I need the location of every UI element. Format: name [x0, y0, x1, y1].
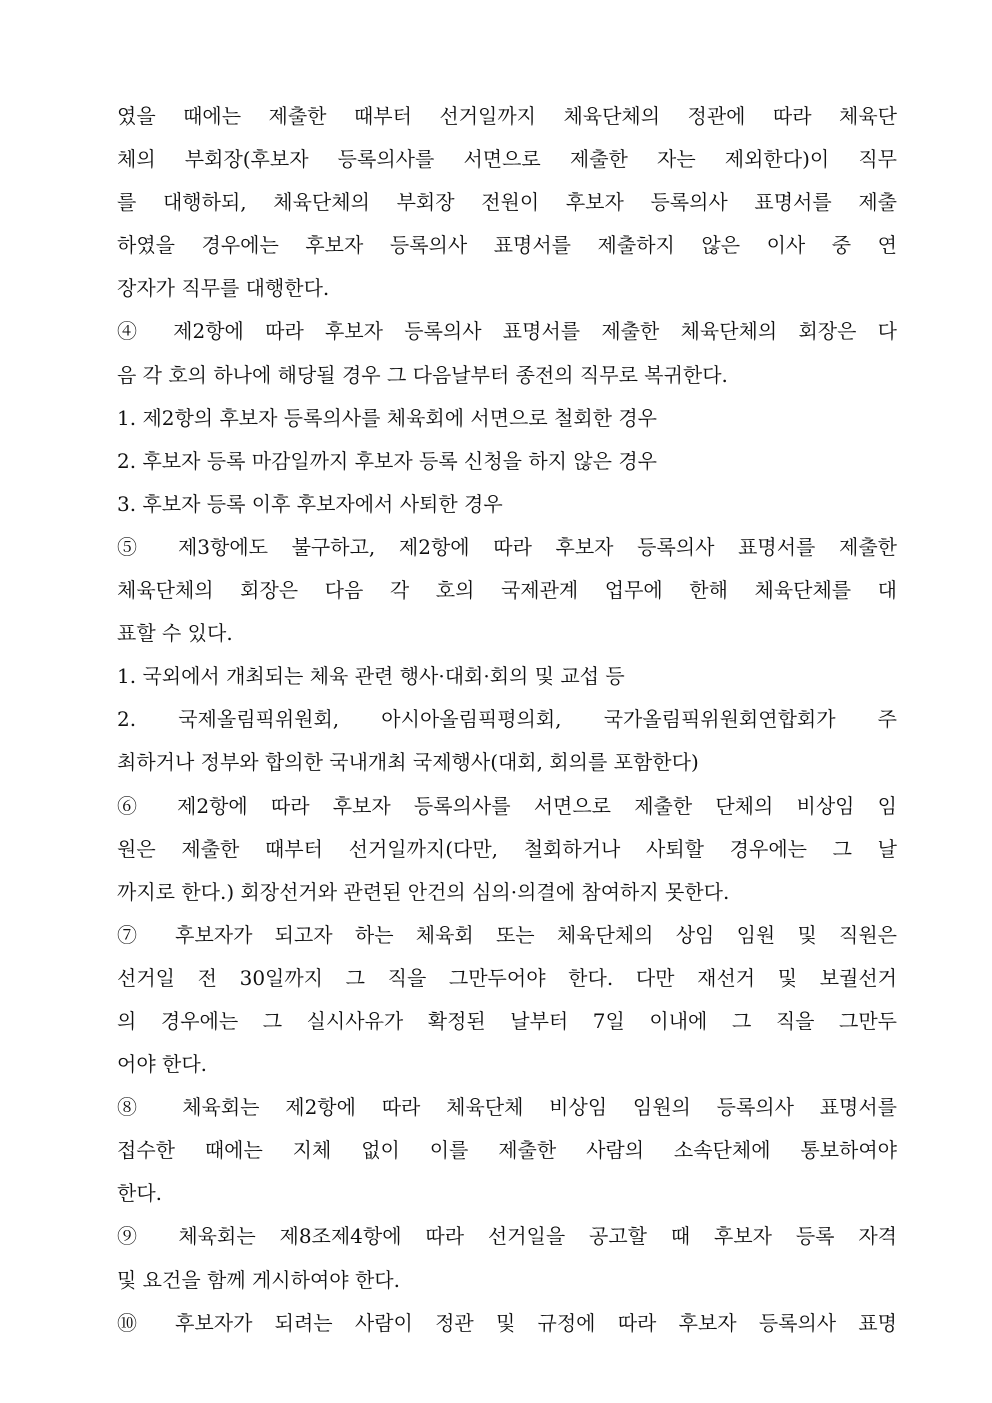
text-line: 3. 후보자 등록 이후 후보자에서 사퇴한 경우 — [117, 491, 503, 516]
text-line: ④ 제2항에 따라 후보자 등록의사 표명서를 제출한 체육단체의 회장은 다 — [117, 319, 897, 344]
text-line: ⑧ 체육회는 제2항에 따라 체육단체 비상임 임원의 등록의사 표명서를 — [117, 1095, 897, 1120]
text-line: 까지로 한다.) 회장선거와 관련된 안건의 심의·의결에 참여하지 못한다. — [117, 879, 730, 904]
text-line: 1. 제2항의 후보자 등록의사를 체육회에 서면으로 철회한 경우 — [117, 405, 657, 430]
text-line: 하였을 경우에는 후보자 등록의사 표명서를 제출하지 않은 이사 중 연 — [117, 233, 897, 258]
text-line: 2. 후보자 등록 마감일까지 후보자 등록 신청을 하지 않은 경우 — [117, 448, 657, 473]
text-line: 1. 국외에서 개최되는 체육 관련 행사·대회·회의 및 교섭 등 — [117, 664, 625, 689]
text-line: 체육단체의 회장은 다음 각 호의 국제관계 업무에 한해 체육단체를 대 — [117, 578, 897, 603]
text-line: 를 대행하되, 체육단체의 부회장 전원이 후보자 등록의사 표명서를 제출 — [117, 190, 897, 215]
text-line: 였을 때에는 제출한 때부터 선거일까지 체육단체의 정관에 따라 체육단 — [117, 104, 897, 128]
text-line: 음 각 호의 하나에 해당될 경우 그 다음날부터 종전의 직무로 복귀한다. — [117, 362, 728, 387]
document-body — [117, 95, 897, 1345]
text-line: 원은 제출한 때부터 선거일까지(다만, 철회하거나 사퇴할 경우에는 그 날 — [117, 836, 897, 861]
text-line: 선거일 전 30일까지 그 직을 그만두어야 한다. 다만 재선거 및 보궐선거 — [117, 965, 897, 990]
text-line: ⑩ 후보자가 되려는 사람이 정관 및 규정에 따라 후보자 등록의사 표명 — [117, 1310, 897, 1335]
text-line: ⑨ 체육회는 제8조제4항에 따라 선거일을 공고할 때 후보자 등록 자격 — [117, 1224, 897, 1249]
text-line: 접수한 때에는 지체 없이 이를 제출한 사람의 소속단체에 통보하여야 — [117, 1138, 897, 1163]
text-line: 장자가 직무를 대행한다. — [117, 276, 330, 301]
text-line: 및 요건을 함께 게시하여야 한다. — [117, 1267, 400, 1292]
text-line: 최하거나 정부와 합의한 국내개최 국제행사(대회, 회의를 포함한다) — [117, 750, 699, 775]
text-line: 어야 한다. — [117, 1052, 207, 1077]
text-line: ⑤ 제3항에도 불구하고, 제2항에 따라 후보자 등록의사 표명서를 제출한 — [117, 534, 897, 559]
text-line: 2. 국제올림픽위원회, 아시아올림픽평의회, 국가올림픽위원회연합회가 주 — [117, 707, 897, 732]
text-line: ⑦ 후보자가 되고자 하는 체육회 또는 체육단체의 상임 임원 및 직원은 — [117, 922, 897, 947]
text-line: 한다. — [117, 1181, 162, 1206]
text-line: 체의 부회장(후보자 등록의사를 서면으로 제출한 자는 제외한다)이 직무 — [117, 147, 897, 172]
text-line: 의 경우에는 그 실시사유가 확정된 날부터 7일 이내에 그 직을 그만두 — [117, 1008, 897, 1033]
text-line: 표할 수 있다. — [117, 621, 233, 646]
text-line: ⑥ 제2항에 따라 후보자 등록의사를 서면으로 제출한 단체의 비상임 임 — [117, 793, 897, 818]
